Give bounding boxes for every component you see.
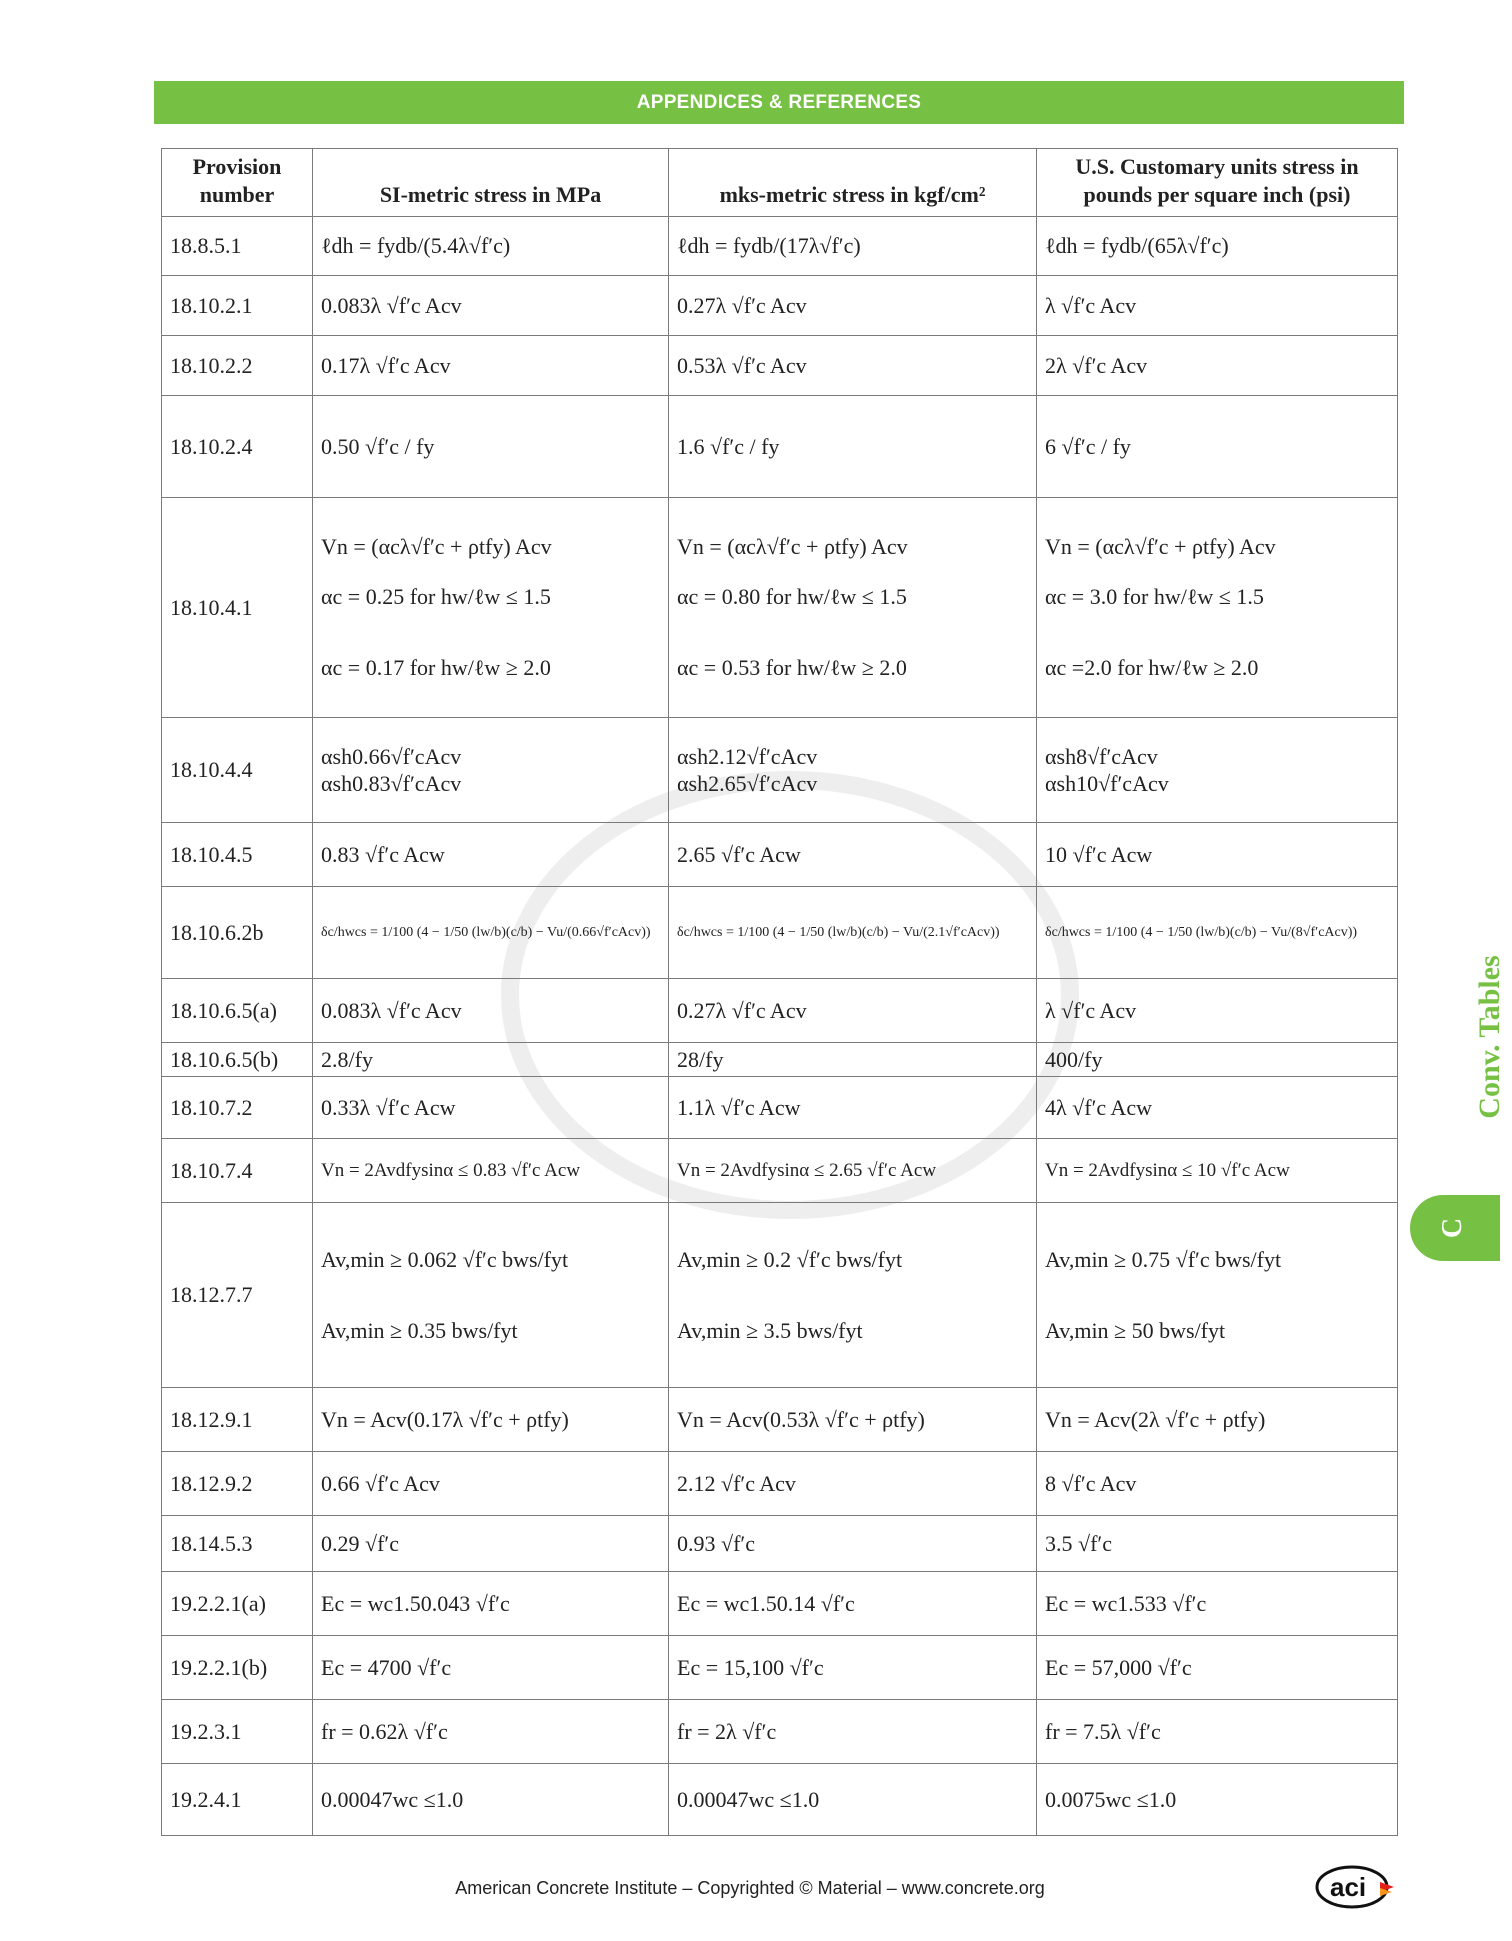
table-row xyxy=(162,1043,1398,1077)
formula-line: 0.33λ √f′c Acw xyxy=(321,1094,456,1120)
table-header-row xyxy=(162,149,1398,217)
formula-line: Vn = 2Avdfysinα ≤ 0.83 √f′c Acw xyxy=(321,1159,581,1181)
table-row xyxy=(162,1203,1398,1388)
formula-line: 0.50 √f′c / fy xyxy=(321,433,435,459)
si-formula xyxy=(313,217,669,276)
formula-line: 2.12 √f′c Acv xyxy=(677,1470,796,1496)
mks-formula xyxy=(669,1700,1037,1764)
si-formula xyxy=(313,718,669,823)
si-formula xyxy=(313,276,669,336)
section-header-title: APPENDICES & REFERENCES xyxy=(636,91,922,113)
formula-line: fr = 7.5λ √f′c xyxy=(1045,1718,1161,1744)
mks-formula xyxy=(669,498,1037,718)
mks-formula xyxy=(669,823,1037,887)
formula-line: 6 √f′c / fy xyxy=(1045,433,1131,459)
table-row xyxy=(162,336,1398,396)
us-formula xyxy=(1037,1764,1398,1836)
mks-formula xyxy=(669,276,1037,336)
formula-line: Ec = 57,000 √f′c xyxy=(1045,1654,1192,1680)
formula-line: αsh2.12√f′cAcv xyxy=(677,743,818,769)
formula-line: Vn = Acv(0.53λ √f′c + ρtfy) xyxy=(677,1406,925,1432)
provision-number: 18.10.7.4 xyxy=(162,1139,313,1203)
formula-line: 400/fy xyxy=(1045,1046,1103,1072)
formula-line: αc = 0.17 for hw/ℓw ≥ 2.0 xyxy=(321,655,551,681)
formula-line: 1.6 √f′c / fy xyxy=(677,433,780,459)
formula-line: 0.53λ √f′c Acv xyxy=(677,352,807,378)
formula-line: ℓdh = fydb/(65λ√f′c) xyxy=(1045,233,1229,259)
formula-line: Av,min ≥ 50 bws/fyt xyxy=(1045,1318,1226,1343)
formula-line: Av,min ≥ 3.5 bws/fyt xyxy=(677,1318,863,1343)
formula-line: δc/hwcs = 1/100 (4 − 1/50 (lw/b)(c/b) − Vu/(8√f′cAcv)) xyxy=(1045,924,1358,940)
provision-number: 18.8.5.1 xyxy=(162,217,313,276)
formula-line: Vn = Acv(0.17λ √f′c + ρtfy) xyxy=(321,1406,569,1432)
si-formula xyxy=(313,396,669,498)
us-formula xyxy=(1037,1388,1398,1452)
si-formula xyxy=(313,336,669,396)
formula-line: αc = 0.53 for hw/ℓw ≥ 2.0 xyxy=(677,655,907,681)
formula-line: fr = 0.62λ √f′c xyxy=(321,1718,448,1744)
us-formula xyxy=(1037,1077,1398,1139)
formula-line: 0.93 √f′c xyxy=(677,1530,755,1556)
mks-formula xyxy=(669,887,1037,979)
us-formula xyxy=(1037,1452,1398,1516)
provision-number: 18.10.7.2 xyxy=(162,1077,313,1139)
table-row xyxy=(162,217,1398,276)
formula-line: Ec = wc1.50.14 √f′c xyxy=(677,1590,855,1616)
table-row xyxy=(162,979,1398,1043)
formula-line: 0.00047wc ≤1.0 xyxy=(321,1786,464,1812)
formula-line: Vn = (αcλ√f′c + ρtfy) Acv xyxy=(677,534,908,560)
provision-number: 18.10.2.2 xyxy=(162,336,313,396)
formula-line: αc = 0.80 for hw/ℓw ≤ 1.5 xyxy=(677,583,907,609)
table-row xyxy=(162,1516,1398,1572)
formula-line: Vn = 2Avdfysinα ≤ 10 √f′c Acw xyxy=(1045,1159,1290,1181)
table-row xyxy=(162,276,1398,336)
formula-line: fr = 2λ √f′c xyxy=(677,1718,777,1744)
formula-line: 0.00047wc ≤1.0 xyxy=(677,1786,820,1812)
us-formula xyxy=(1037,718,1398,823)
formula-line: αsh8√f′cAcv xyxy=(1045,743,1158,769)
si-formula xyxy=(313,1203,669,1388)
provision-number: 18.12.9.1 xyxy=(162,1388,313,1452)
formula-line: Vn = (αcλ√f′c + ρtfy) Acv xyxy=(321,534,552,560)
si-formula xyxy=(313,1636,669,1700)
column-header-us: U.S. Customary units stress in pounds per square inch (psi) xyxy=(1037,149,1398,217)
mks-formula xyxy=(669,396,1037,498)
us-formula xyxy=(1037,336,1398,396)
si-formula xyxy=(313,1043,669,1077)
us-formula xyxy=(1037,1572,1398,1636)
formula-line: 2λ √f′c Acv xyxy=(1045,352,1148,378)
provision-number: 19.2.4.1 xyxy=(162,1764,313,1836)
si-formula xyxy=(313,1388,669,1452)
mks-formula xyxy=(669,1516,1037,1572)
us-formula xyxy=(1037,396,1398,498)
formula-line: δc/hwcs = 1/100 (4 − 1/50 (lw/b)(c/b) − Vu/(0.66√f′cAcv)) xyxy=(321,924,651,940)
footer-text: American Concrete Institute – Copyrighted © Material – www.concrete.org xyxy=(455,1878,1045,1898)
mks-formula xyxy=(669,1203,1037,1388)
conversion-table xyxy=(161,148,1398,1836)
formula-line: Av,min ≥ 0.062 √f′c bws/fyt xyxy=(321,1246,569,1272)
side-tab-label: Conv. Tables xyxy=(1473,955,1506,1119)
column-header-provision: Provision number xyxy=(162,149,313,217)
mks-formula xyxy=(669,718,1037,823)
provision-number: 18.10.2.4 xyxy=(162,396,313,498)
formula-line: Av,min ≥ 0.75 √f′c bws/fyt xyxy=(1045,1246,1282,1272)
formula-line: λ √f′c Acv xyxy=(1045,997,1137,1023)
formula-line: 0.083λ √f′c Acv xyxy=(321,292,462,318)
mks-formula xyxy=(669,979,1037,1043)
formula-line: λ √f′c Acv xyxy=(1045,292,1137,318)
us-formula xyxy=(1037,1139,1398,1203)
mks-formula xyxy=(669,1572,1037,1636)
formula-line: αc = 3.0 for hw/ℓw ≤ 1.5 xyxy=(1045,583,1264,609)
mks-formula xyxy=(669,1077,1037,1139)
formula-line: δc/hwcs = 1/100 (4 − 1/50 (lw/b)(c/b) − Vu/(2.1√f′cAcv)) xyxy=(677,924,1000,940)
table-row xyxy=(162,1764,1398,1836)
si-formula xyxy=(313,887,669,979)
formula-line: 2.8/fy xyxy=(321,1046,373,1072)
provision-number: 18.10.6.5(a) xyxy=(162,979,313,1043)
formula-line: Ec = 4700 √f′c xyxy=(321,1654,452,1680)
us-formula xyxy=(1037,1700,1398,1764)
us-formula xyxy=(1037,498,1398,718)
si-formula xyxy=(313,1077,669,1139)
us-formula xyxy=(1037,276,1398,336)
si-formula xyxy=(313,1516,669,1572)
table-row xyxy=(162,887,1398,979)
si-formula xyxy=(313,1139,669,1203)
formula-line: 0.17λ √f′c Acv xyxy=(321,352,451,378)
provision-number: 18.10.4.1 xyxy=(162,498,313,718)
formula-line: 0.27λ √f′c Acv xyxy=(677,292,807,318)
us-formula xyxy=(1037,1516,1398,1572)
formula-line: Vn = (αcλ√f′c + ρtfy) Acv xyxy=(1045,534,1276,560)
si-formula xyxy=(313,979,669,1043)
table-row xyxy=(162,1572,1398,1636)
us-formula xyxy=(1037,1636,1398,1700)
formula-line: ℓdh = fydb/(5.4λ√f′c) xyxy=(321,233,511,259)
si-formula xyxy=(313,498,669,718)
table-row xyxy=(162,823,1398,887)
column-header-si: SI-metric stress in MPa xyxy=(313,149,669,217)
formula-line: 0.27λ √f′c Acv xyxy=(677,997,807,1023)
formula-line: Av,min ≥ 0.35 bws/fyt xyxy=(321,1318,518,1343)
formula-line: 8 √f′c Acv xyxy=(1045,1470,1137,1496)
mks-formula xyxy=(669,1636,1037,1700)
formula-line: 28/fy xyxy=(677,1046,724,1072)
mks-formula xyxy=(669,1452,1037,1516)
us-formula xyxy=(1037,979,1398,1043)
formula-line: 4λ √f′c Acw xyxy=(1045,1094,1152,1120)
mks-formula xyxy=(669,217,1037,276)
si-formula xyxy=(313,1452,669,1516)
formula-line: 0.66 √f′c Acv xyxy=(321,1470,440,1496)
table-row xyxy=(162,718,1398,823)
provision-number: 18.10.4.5 xyxy=(162,823,313,887)
table-row xyxy=(162,1700,1398,1764)
si-formula xyxy=(313,1700,669,1764)
aci-logo-text: aci xyxy=(1330,1872,1367,1902)
table-row xyxy=(162,1636,1398,1700)
formula-line: αsh0.83√f′cAcv xyxy=(321,771,462,796)
formula-line: 10 √f′c Acw xyxy=(1045,841,1153,867)
column-header-mks: mks-metric stress in kgf/cm² xyxy=(669,149,1037,217)
si-formula xyxy=(313,823,669,887)
formula-line: 1.1λ √f′c Acw xyxy=(677,1094,801,1120)
formula-line: 0.083λ √f′c Acv xyxy=(321,997,462,1023)
formula-line: αsh2.65√f′cAcv xyxy=(677,771,818,796)
provision-number: 19.2.2.1(a) xyxy=(162,1572,313,1636)
us-formula xyxy=(1037,1203,1398,1388)
formula-line: 0.83 √f′c Acw xyxy=(321,841,445,867)
provision-number: 18.14.5.3 xyxy=(162,1516,313,1572)
formula-line: Av,min ≥ 0.2 √f′c bws/fyt xyxy=(677,1246,903,1272)
formula-line: Ec = wc1.50.043 √f′c xyxy=(321,1590,510,1616)
formula-line: 2.65 √f′c Acw xyxy=(677,841,801,867)
us-formula xyxy=(1037,823,1398,887)
formula-line: αc = 0.25 for hw/ℓw ≤ 1.5 xyxy=(321,583,551,609)
formula-line: αc =2.0 for hw/ℓw ≥ 2.0 xyxy=(1045,655,1259,681)
table-row xyxy=(162,498,1398,718)
side-tab[interactable] xyxy=(1410,1195,1500,1261)
us-formula xyxy=(1037,217,1398,276)
mks-formula xyxy=(669,336,1037,396)
formula-line: αsh0.66√f′cAcv xyxy=(321,743,462,769)
formula-line: 0.0075wc ≤1.0 xyxy=(1045,1786,1177,1812)
us-formula xyxy=(1037,887,1398,979)
formula-line: Ec = 15,100 √f′c xyxy=(677,1654,824,1680)
mks-formula xyxy=(669,1043,1037,1077)
mks-formula xyxy=(669,1388,1037,1452)
si-formula xyxy=(313,1764,669,1836)
table-row xyxy=(162,1077,1398,1139)
provision-number: 18.10.6.5(b) xyxy=(162,1043,313,1077)
provision-number: 19.2.3.1 xyxy=(162,1700,313,1764)
mks-formula xyxy=(669,1139,1037,1203)
side-tab-letter: C xyxy=(1437,1217,1468,1239)
table-row xyxy=(162,1139,1398,1203)
section-header-bar xyxy=(154,81,1404,124)
formula-line: Vn = Acv(2λ √f′c + ρtfy) xyxy=(1045,1406,1266,1432)
si-formula xyxy=(313,1572,669,1636)
table-row xyxy=(162,1388,1398,1452)
us-formula xyxy=(1037,1043,1398,1077)
formula-line: 0.29 √f′c xyxy=(321,1530,399,1556)
formula-line: 3.5 √f′c xyxy=(1045,1530,1112,1556)
provision-number: 18.12.9.2 xyxy=(162,1452,313,1516)
provision-number: 19.2.2.1(b) xyxy=(162,1636,313,1700)
table-row xyxy=(162,1452,1398,1516)
provision-number: 18.10.6.2b xyxy=(162,887,313,979)
formula-line: Ec = wc1.533 √f′c xyxy=(1045,1590,1207,1616)
provision-number: 18.10.2.1 xyxy=(162,276,313,336)
provision-number: 18.12.7.7 xyxy=(162,1203,313,1388)
table-row xyxy=(162,396,1398,498)
mks-formula xyxy=(669,1764,1037,1836)
formula-line: ℓdh = fydb/(17λ√f′c) xyxy=(677,233,861,259)
formula-line: αsh10√f′cAcv xyxy=(1045,771,1169,796)
aci-logo xyxy=(1314,1862,1398,1912)
provision-number: 18.10.4.4 xyxy=(162,718,313,823)
formula-line: Vn = 2Avdfysinα ≤ 2.65 √f′c Acw xyxy=(677,1159,937,1181)
